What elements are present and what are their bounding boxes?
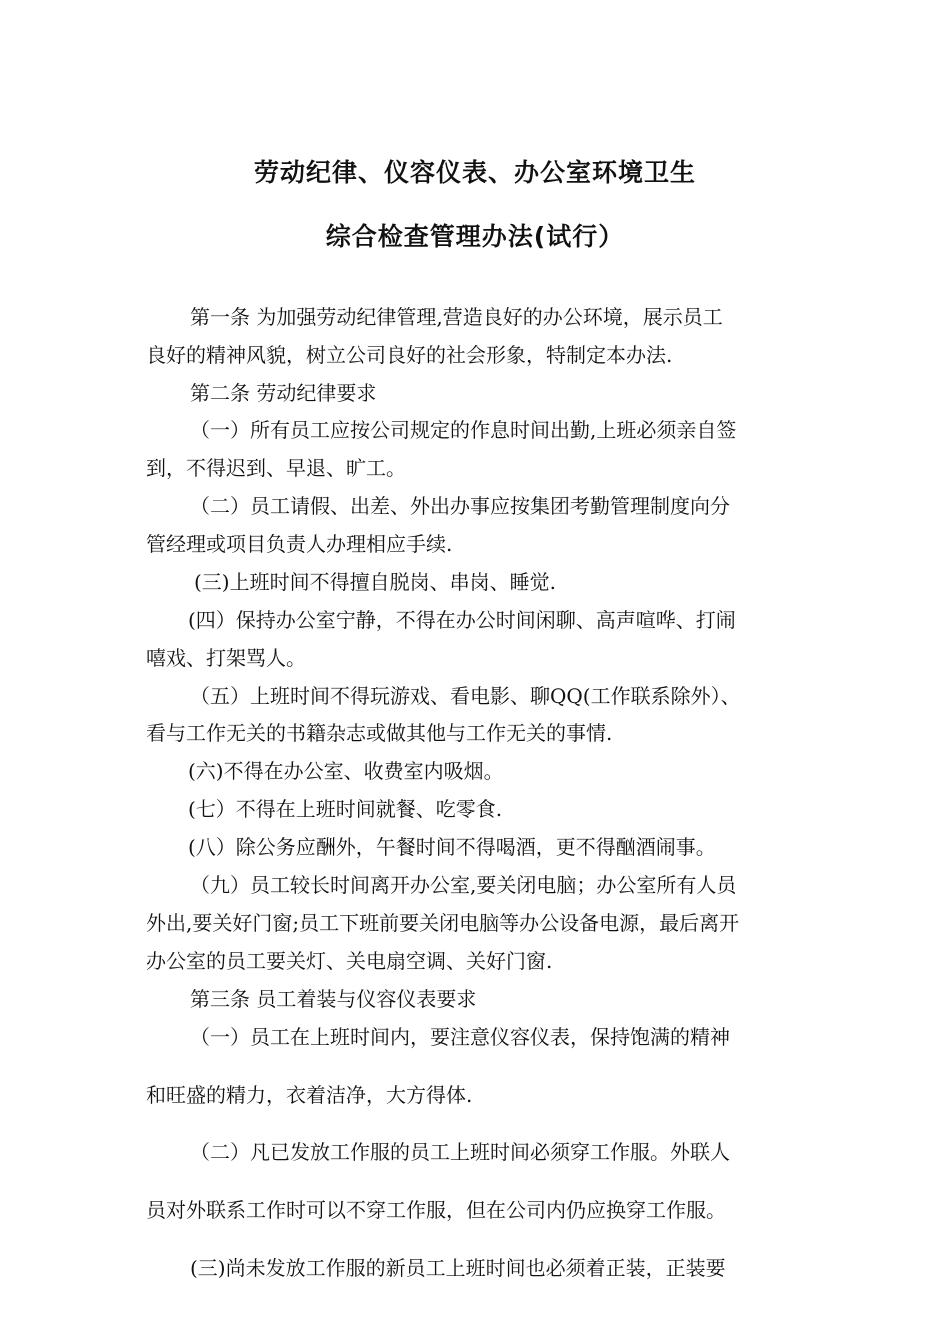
article-3-item-1-line-1: （一）员工在上班时间内，要注意仪容仪表，保持饱满的精神: [190, 1025, 730, 1049]
article-2-item-2-line-2: 管经理或项目负责人办理相应手续.: [146, 532, 453, 556]
article-2-item-7: (七）不得在上班时间就餐、吃零食.: [188, 797, 503, 821]
article-2-item-9-line-1: （九）员工较长时间离开办公室,要关闭电脑；办公室所有人员: [190, 873, 737, 897]
article-2-item-1-line-2: 到，不得迟到、早退、旷工。: [146, 456, 406, 480]
article-2-item-6: (六)不得在办公室、收费室内吸烟。: [188, 759, 504, 783]
article-1-line-2: 良好的精神风貌，树立公司良好的社会形象，特制定本办法.: [146, 343, 673, 367]
article-2-item-5-line-2: 看与工作无关的书籍杂志或做其他与工作无关的事情.: [146, 721, 613, 745]
article-3-item-2-line-2: 员对外联系工作时可以不穿工作服，但在公司内仍应换穿工作服。: [146, 1198, 726, 1222]
article-3-item-3-line-1: (三)尚未发放工作服的新员工上班时间也必须着正装，正装要: [190, 1256, 726, 1280]
article-2-item-9-line-2: 外出,要关好门窗;员工下班前要关闭电脑等办公设备电源，最后离开: [146, 911, 740, 935]
document-title-line-1: 劳动纪律、仪容仪表、办公室环境卫生: [253, 158, 696, 187]
article-2-item-4-line-1: (四）保持办公室宁静，不得在办公时间闲聊、高声喧哗、打闹: [188, 608, 736, 632]
article-3-item-1-line-2: 和旺盛的精力，衣着洁净，大方得体.: [146, 1083, 473, 1107]
article-2-heading: 第二条 劳动纪律要求: [190, 381, 377, 405]
article-2-item-1-line-1: （一）所有员工应按公司规定的作息时间出勤,上班必须亲自签: [190, 418, 737, 442]
article-3-item-2-line-1: （二）凡已发放工作服的员工上班时间必须穿工作服。外联人: [190, 1140, 730, 1164]
article-2-item-4-line-2: 嘻戏、打架骂人。: [146, 646, 306, 670]
article-3-heading: 第三条 员工着装与仪容仪表要求: [190, 987, 477, 1011]
article-2-item-8: (八）除公务应酬外，午餐时间不得喝酒，更不得酗酒闹事。: [188, 835, 716, 859]
article-2-item-5-line-1: （五）上班时间不得玩游戏、看电影、聊QQ(工作联系除外）、: [190, 684, 741, 708]
article-2-item-3: (三)上班时间不得擅自脱岗、串岗、睡觉.: [194, 570, 556, 594]
article-2-item-9-line-3: 办公室的员工要关灯、关电扇空调、关好门窗.: [146, 949, 553, 973]
document-title-line-2: 综合检查管理办法(试行）: [325, 222, 625, 251]
article-2-item-2-line-1: （二）员工请假、出差、外出办事应按集团考勤管理制度向分: [190, 494, 730, 518]
article-1-line-1: 第一条 为加强劳动纪律管理,营造良好的办公环境，展示员工: [190, 305, 723, 329]
